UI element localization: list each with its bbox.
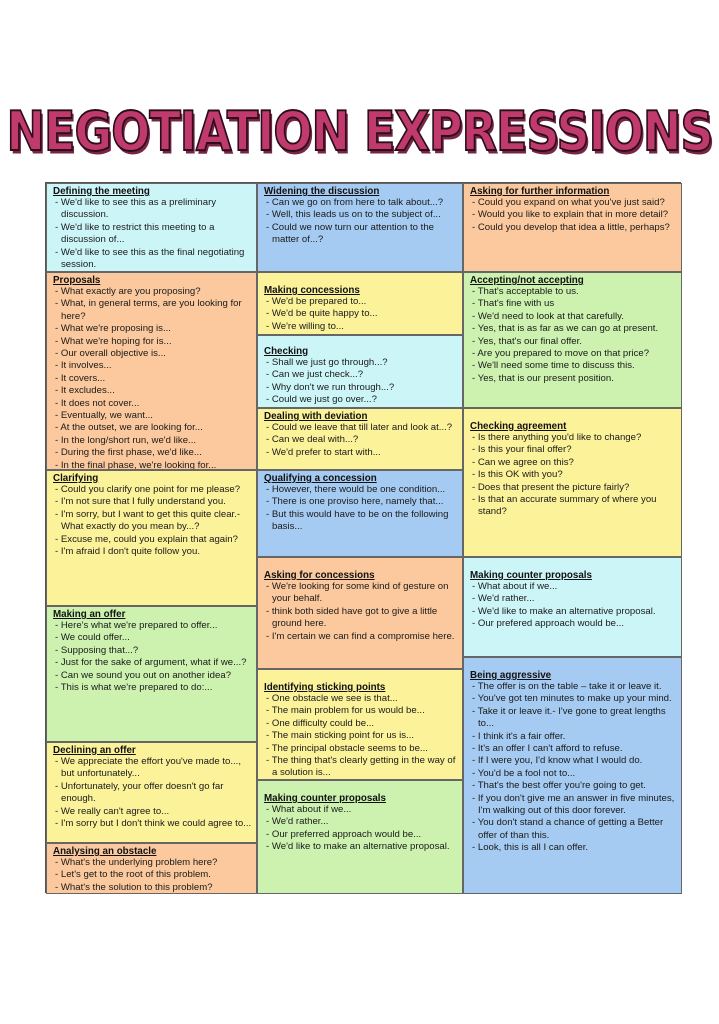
section-heading: Checking bbox=[264, 346, 309, 357]
expression-list bbox=[53, 756, 253, 830]
expression-item: - I think it's a fair offer. bbox=[470, 731, 678, 743]
expression-item: - This is what we're prepared to do:... bbox=[53, 682, 253, 694]
section-heading: Defining the meeting bbox=[53, 186, 150, 197]
expression-list bbox=[470, 581, 678, 631]
section-qualifying-a-concession bbox=[257, 470, 463, 557]
expression-list bbox=[264, 197, 459, 247]
expression-list bbox=[264, 296, 459, 333]
section-heading: Making counter proposals bbox=[264, 793, 386, 804]
section-clarifying bbox=[46, 470, 257, 606]
expression-list bbox=[53, 286, 253, 470]
section-being-aggressive bbox=[463, 657, 682, 894]
section-heading: Identifying sticking points bbox=[264, 682, 386, 693]
expression-item: - Could you develop that idea a little, perhaps? bbox=[470, 222, 678, 234]
expression-item: - We really can't agree to... bbox=[53, 806, 253, 818]
section-heading: Clarifying bbox=[53, 473, 99, 484]
expression-item: - Can we agree on this? bbox=[470, 457, 678, 469]
section-heading: Being aggressive bbox=[470, 670, 552, 681]
expression-item: - Eventually, we want... bbox=[53, 410, 253, 422]
expression-item: - We could offer... bbox=[53, 632, 253, 644]
expression-item: - Could you clarify one point for me please? bbox=[53, 484, 253, 496]
expressions-board bbox=[45, 182, 681, 893]
expression-list bbox=[264, 422, 459, 459]
expression-item: - Could we leave that till later and look at...? bbox=[264, 422, 459, 434]
section-heading: Making an offer bbox=[53, 609, 126, 620]
expression-item: - Excuse me, could you explain that again? bbox=[53, 534, 253, 546]
expression-item: - We'd like to restrict this meeting to a discussion of... bbox=[53, 222, 253, 247]
section-heading: Qualifying a concession bbox=[264, 473, 377, 484]
expression-list bbox=[53, 857, 253, 894]
section-making-counter-proposals-1 bbox=[257, 780, 463, 894]
expression-item: - Just for the sake of argument, what if we...? bbox=[53, 657, 253, 669]
expression-item: - The thing that's clearly getting in the way of a solution is... bbox=[264, 755, 459, 780]
section-heading: Analysing an obstacle bbox=[53, 846, 157, 857]
expression-list bbox=[470, 197, 678, 234]
expression-list bbox=[53, 620, 253, 694]
expression-item: - Yes, that is our present position. bbox=[470, 373, 678, 385]
expression-item: - If you don't give me an answer in five minutes, I'm walking out of this door forever. bbox=[470, 793, 678, 818]
expression-item: - It's an offer I can't afford to refuse. bbox=[470, 743, 678, 755]
expression-item: - Let's get to the root of this problem. bbox=[53, 869, 253, 881]
expression-item: - In the long/short run, we'd like... bbox=[53, 435, 253, 447]
expression-item: - The main sticking point for us is... bbox=[264, 730, 459, 742]
expression-item: - That's acceptable to us. bbox=[470, 286, 678, 298]
expression-item: - What we're proposing is... bbox=[53, 323, 253, 335]
expression-list bbox=[53, 484, 253, 558]
expression-item: - We'd be quite happy to... bbox=[264, 308, 459, 320]
section-heading: Widening the discussion bbox=[264, 186, 380, 197]
expression-item: - You'd be a fool not to... bbox=[470, 768, 678, 780]
expression-item: - However, there would be one condition... bbox=[264, 484, 459, 496]
expression-item: - Why don't we run through...? bbox=[264, 382, 459, 394]
section-heading: Dealing with deviation bbox=[264, 411, 368, 422]
expression-item: - Are you prepared to move on that price? bbox=[470, 348, 678, 360]
expression-list bbox=[264, 357, 459, 407]
expression-item: - Can we deal with...? bbox=[264, 434, 459, 446]
section-making-concessions bbox=[257, 272, 463, 335]
expression-item: - We'd like to see this as the final negotiating session. bbox=[53, 247, 253, 272]
section-identifying-sticking-points bbox=[257, 669, 463, 780]
expression-list bbox=[470, 432, 678, 519]
expression-item: - Is that an accurate summary of where you stand? bbox=[470, 494, 678, 519]
expression-item: - Could we now turn our attention to the matter of...? bbox=[264, 222, 459, 247]
expression-list bbox=[264, 581, 459, 643]
section-checking bbox=[257, 335, 463, 408]
expression-list bbox=[264, 693, 459, 780]
expression-item: - Is there anything you'd like to change? bbox=[470, 432, 678, 444]
expression-item: - During the first phase, we'd like... bbox=[53, 447, 253, 459]
expression-item: - Our preferred approach would be... bbox=[264, 829, 459, 841]
expression-item: - Well, this leads us on to the subject of... bbox=[264, 209, 459, 221]
expression-item: - I'm not sure that I fully understand you. bbox=[53, 496, 253, 508]
expression-item: - The offer is on the table – take it or leave it. bbox=[470, 681, 678, 693]
expression-item: - Here's what we're prepared to offer... bbox=[53, 620, 253, 632]
expression-item: - What we're hoping for is... bbox=[53, 336, 253, 348]
expression-item: - We'll need some time to discuss this. bbox=[470, 360, 678, 372]
section-declining-an-offer bbox=[46, 742, 257, 843]
expression-item: - We appreciate the effort you've made to..., but unfortunately... bbox=[53, 756, 253, 781]
expression-item: - think both sided have got to give a little ground here. bbox=[264, 606, 459, 631]
page-title: NEGOTIATION EXPRESSIONS bbox=[6, 99, 713, 163]
expression-item: - We'd like to see this as a preliminary discussion. bbox=[53, 197, 253, 222]
expression-item: - Supposing that...? bbox=[53, 645, 253, 657]
section-accepting-not-accepting bbox=[463, 272, 682, 408]
expression-item: - At the outset, we are looking for... bbox=[53, 422, 253, 434]
expression-item: - We'd rather... bbox=[264, 816, 459, 828]
expression-item: - Is this OK with you? bbox=[470, 469, 678, 481]
expression-item: - We'd be prepared to... bbox=[264, 296, 459, 308]
expression-item: - We'd like to make an alternative proposal. bbox=[470, 606, 678, 618]
expression-item: - Can we go on from here to talk about...? bbox=[264, 197, 459, 209]
section-heading: Declining an offer bbox=[53, 745, 136, 756]
expression-item: - It does not cover... bbox=[53, 398, 253, 410]
expression-item: - You've got ten minutes to make up your mind. bbox=[470, 693, 678, 705]
expression-list bbox=[264, 804, 459, 854]
expression-item: - Does that present the picture fairly? bbox=[470, 482, 678, 494]
expression-item: - What about if we... bbox=[264, 804, 459, 816]
expression-item: - Our overall objective is... bbox=[53, 348, 253, 360]
expression-item: - Unfortunately, your offer doesn't go far enough. bbox=[53, 781, 253, 806]
expression-item: - Shall we just go through...? bbox=[264, 357, 459, 369]
section-analysing-an-obstacle bbox=[46, 843, 257, 894]
expression-item: - Our prefered approach would be... bbox=[470, 618, 678, 630]
expression-item: - I'm sorry, but I want to get this quite clear.- What exactly do you mean by...? bbox=[53, 509, 253, 534]
expression-item: - Could you expand on what you've just said? bbox=[470, 197, 678, 209]
expression-item: - Take it or leave it.- I've gone to great lengths to... bbox=[470, 706, 678, 731]
expression-item: - The main problem for us would be... bbox=[264, 705, 459, 717]
section-defining-the-meeting bbox=[46, 183, 257, 272]
section-heading: Asking for concessions bbox=[264, 570, 375, 581]
expression-item: - What's the underlying problem here? bbox=[53, 857, 253, 869]
expression-item: - We'd rather... bbox=[470, 593, 678, 605]
expression-item: - Could we just go over...? bbox=[264, 394, 459, 406]
expression-item: - It excludes... bbox=[53, 385, 253, 397]
expression-item: - We're willing to... bbox=[264, 321, 459, 333]
expression-item: - Yes, that is as far as we can go at present. bbox=[470, 323, 678, 335]
expression-item: - Is this your final offer? bbox=[470, 444, 678, 456]
expression-item: - One difficulty could be... bbox=[264, 718, 459, 730]
expression-item: - Would you like to explain that in more detail? bbox=[470, 209, 678, 221]
section-checking-agreement bbox=[463, 408, 682, 557]
expression-item: - One obstacle we see is that... bbox=[264, 693, 459, 705]
expression-item: - If I were you, I'd know what I would do. bbox=[470, 755, 678, 767]
expression-item: - We'd like to make an alternative proposal. bbox=[264, 841, 459, 853]
expression-item: - What about if we... bbox=[470, 581, 678, 593]
expression-item: - It involves... bbox=[53, 360, 253, 372]
section-heading: Making counter proposals bbox=[470, 570, 592, 581]
section-proposals bbox=[46, 272, 257, 470]
section-widening-the-discussion bbox=[257, 183, 463, 272]
expression-item: - In the final phase, we're looking for... bbox=[53, 460, 253, 470]
section-heading: Accepting/not accepting bbox=[470, 275, 584, 286]
expression-item: - That's the best offer you're going to get. bbox=[470, 780, 678, 792]
section-making-an-offer bbox=[46, 606, 257, 742]
expression-item: - I'm certain we can find a compromise here. bbox=[264, 631, 459, 643]
section-heading: Asking for further information bbox=[470, 186, 610, 197]
expression-item: - The principal obstacle seems to be... bbox=[264, 743, 459, 755]
expression-list bbox=[470, 681, 678, 855]
expression-item: - What's the solution to this problem? bbox=[53, 882, 253, 894]
expression-item: - That's fine with us bbox=[470, 298, 678, 310]
expression-item: - What exactly are you proposing? bbox=[53, 286, 253, 298]
expression-item: - What, in general terms, are you looking for here? bbox=[53, 298, 253, 323]
section-asking-for-further-information bbox=[463, 183, 682, 272]
expression-item: - We'd need to look at that carefully. bbox=[470, 311, 678, 323]
section-asking-for-concessions bbox=[257, 557, 463, 669]
expression-list bbox=[264, 484, 459, 534]
expression-item: - I'm afraid I don't quite follow you. bbox=[53, 546, 253, 558]
expression-item: - Look, this is all I can offer. bbox=[470, 842, 678, 854]
expression-item: - I'm sorry but I don't think we could agree to... bbox=[53, 818, 253, 830]
section-heading: Checking agreement bbox=[470, 421, 567, 432]
expression-item: - Can we sound you out on another idea? bbox=[53, 670, 253, 682]
section-heading: Proposals bbox=[53, 275, 101, 286]
expression-item: - Can we just check...? bbox=[264, 369, 459, 381]
section-heading: Making concessions bbox=[264, 285, 360, 296]
expression-item: - Yes, that's our final offer. bbox=[470, 336, 678, 348]
expression-list bbox=[470, 286, 678, 385]
expression-item: - But this would have to be on the following basis... bbox=[264, 509, 459, 534]
expression-item: - There is one proviso here, namely that... bbox=[264, 496, 459, 508]
section-making-counter-proposals-2 bbox=[463, 557, 682, 657]
expression-list bbox=[53, 197, 253, 271]
expression-item: - We're looking for some kind of gesture on your behalf. bbox=[264, 581, 459, 606]
expression-item: - You don't stand a chance of getting a Better offer of than this. bbox=[470, 817, 678, 842]
expression-item: - We'd prefer to start with... bbox=[264, 447, 459, 459]
expression-item: - It covers... bbox=[53, 373, 253, 385]
section-dealing-with-deviation bbox=[257, 408, 463, 470]
